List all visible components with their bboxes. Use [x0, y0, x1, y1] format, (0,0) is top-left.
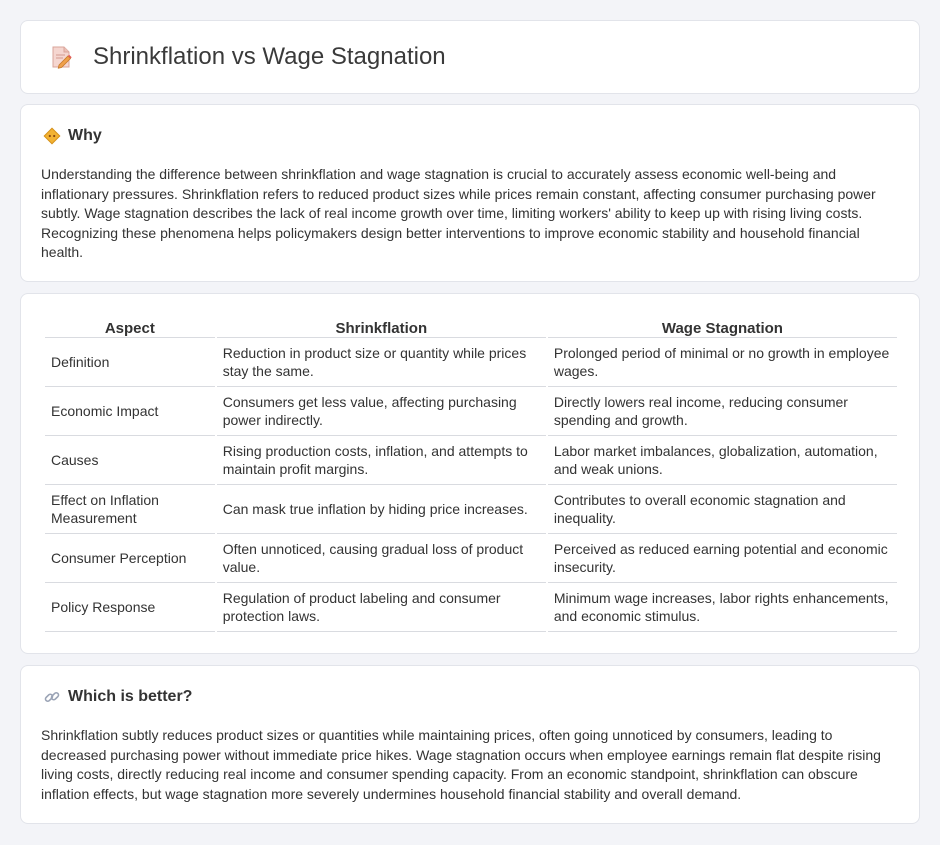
link-icon: [43, 688, 61, 706]
table-row: [45, 583, 897, 632]
cell-wage-stagnation: Prolonged period of minimal or no growth in employee wages.: [548, 338, 897, 387]
diamond-warning-icon: [43, 127, 61, 145]
better-text: Shrinkflation subtly reduces product sizes or quantities while maintaining prices, often going unnoticed by consumers, leading to decreased purchasing power without immediate price hikes. Wage stagnation occurs when employee earnings remain flat despite rising living costs, directly reducing real income and consumer spending capacity. From an economic standpoint, shrinkflation can obscure inflation effects, but wage stagnation more severely undermines household financial stability and overall demand.: [41, 727, 881, 802]
better-heading: [43, 688, 192, 706]
cell-wage-stagnation: Labor market imbalances, globalization, automation, and weak unions.: [548, 436, 897, 485]
cell-aspect: Policy Response: [45, 583, 215, 632]
comparison-section: [20, 293, 920, 654]
why-heading-label: Why: [68, 127, 102, 144]
cell-aspect: Definition: [45, 338, 215, 387]
comparison-table: [43, 316, 899, 632]
why-section: [20, 104, 920, 282]
cell-aspect: Effect on Inflation Measurement: [45, 485, 215, 534]
cell-wage-stagnation: Minimum wage increases, labor rights enhancements, and economic stimulus.: [548, 583, 897, 632]
header-shrinkflation: Shrinkflation: [217, 316, 546, 338]
cell-shrinkflation: Reduction in product size or quantity while prices stay the same.: [217, 338, 546, 387]
which-is-better-section: [20, 665, 920, 824]
table-row: [45, 387, 897, 436]
why-heading: [43, 127, 102, 145]
table-header-row: [45, 316, 897, 338]
cell-aspect: Economic Impact: [45, 387, 215, 436]
table-row: [45, 436, 897, 485]
cell-wage-stagnation: Contributes to overall economic stagnation and inequality.: [548, 485, 897, 534]
cell-shrinkflation: Rising production costs, inflation, and attempts to maintain profit margins.: [217, 436, 546, 485]
document-pencil-icon: [47, 43, 75, 71]
cell-shrinkflation: Often unnoticed, causing gradual loss of product value.: [217, 534, 546, 583]
header-aspect: Aspect: [45, 316, 215, 338]
header-card: [20, 20, 920, 94]
cell-shrinkflation: Consumers get less value, affecting purchasing power indirectly.: [217, 387, 546, 436]
why-text: Understanding the difference between shrinkflation and wage stagnation is crucial to accurately assess economic well-being and inflationary pressures. Shrinkflation refers to reduced product sizes while prices remain constant, affecting consumer purchasing power subtly. Wage stagnation describes the lack of real income growth over time, limiting workers' ability to keep up with rising living costs. Recognizing these phenomena helps policymakers design better interventions to improve economic stability and household financial health.: [41, 166, 876, 261]
table-row: [45, 338, 897, 387]
cell-shrinkflation: Can mask true inflation by hiding price increases.: [217, 485, 546, 534]
cell-aspect: Causes: [45, 436, 215, 485]
header-wage-stagnation: Wage Stagnation: [548, 316, 897, 338]
cell-shrinkflation: Regulation of product labeling and consumer protection laws.: [217, 583, 546, 632]
cell-wage-stagnation: Perceived as reduced earning potential and economic insecurity.: [548, 534, 897, 583]
cell-aspect: Consumer Perception: [45, 534, 215, 583]
table-row: [45, 534, 897, 583]
table-row: [45, 485, 897, 534]
cell-wage-stagnation: Directly lowers real income, reducing consumer spending and growth.: [548, 387, 897, 436]
page-title: Shrinkflation vs Wage Stagnation: [93, 43, 446, 70]
better-heading-label: Which is better?: [68, 688, 193, 705]
